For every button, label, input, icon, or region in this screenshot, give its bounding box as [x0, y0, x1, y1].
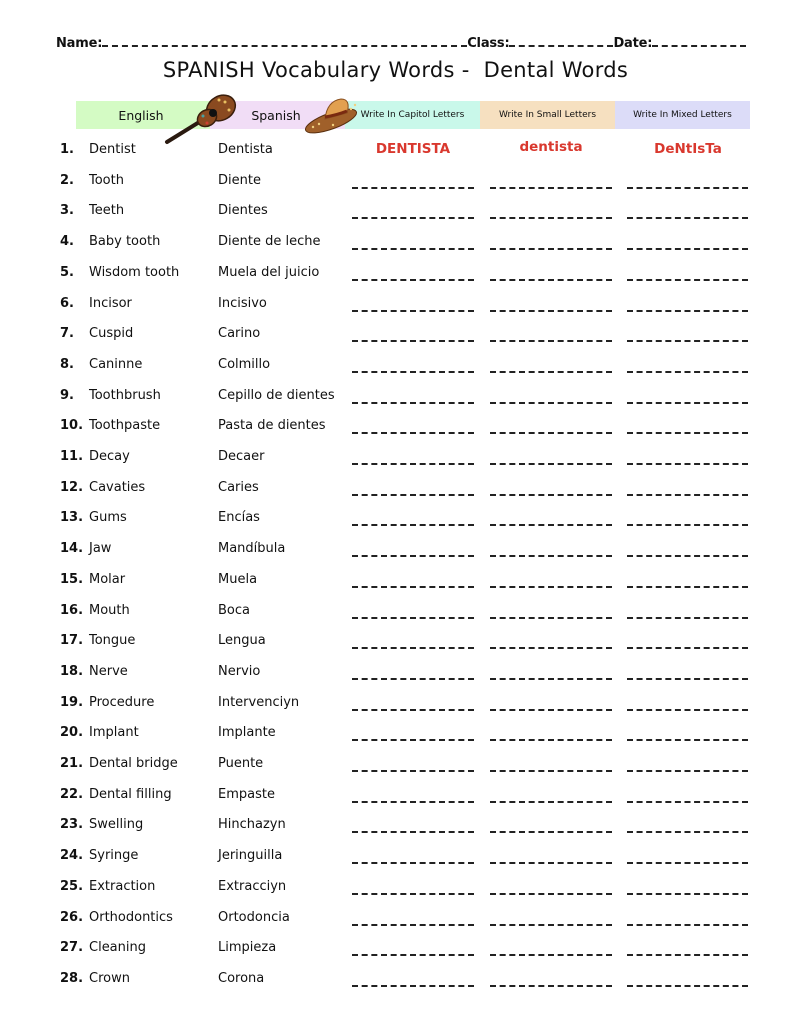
english-word: Decay [89, 449, 130, 464]
spanish-word: Muela del juicio [218, 264, 320, 280]
vocab-row [0, 510, 791, 540]
vocab-row [0, 541, 791, 571]
vocab-row [0, 480, 791, 510]
english-word: Toothpaste [89, 418, 161, 434]
english-word: Implant [89, 725, 139, 741]
item-number: 15. [60, 571, 84, 587]
column-header-english-label: English [118, 107, 164, 123]
column-header-capital [345, 101, 480, 129]
item-number: 25. [60, 878, 84, 894]
vocab-row [0, 725, 791, 755]
mixed-letters-blank[interactable] [627, 187, 748, 189]
english-word: Cuspid [89, 326, 134, 342]
column-header-mixed-label: Write In Mixed Letters [633, 110, 732, 120]
capital-letters-blank[interactable] [352, 893, 474, 895]
mixed-letters-blank[interactable] [627, 647, 748, 649]
vocab-row [0, 940, 791, 970]
spanish-word: Mandíbula [218, 541, 286, 557]
english-word: Dental filling [89, 786, 172, 802]
vocab-row [0, 572, 791, 602]
capital-letters-blank[interactable] [352, 279, 474, 281]
mixed-letters-blank[interactable] [627, 432, 748, 434]
spanish-word: Empaste [218, 786, 275, 802]
item-number: 9. [60, 387, 74, 403]
mixed-letters-blank[interactable] [627, 954, 748, 956]
capital-letters-blank[interactable] [352, 985, 474, 987]
english-word: Molar [89, 571, 126, 587]
small-letters-blank[interactable] [490, 524, 612, 526]
small-letters-blank[interactable] [490, 709, 612, 711]
vocab-row [0, 388, 791, 418]
vocab-row [0, 296, 791, 326]
date-field[interactable] [652, 33, 746, 47]
item-number: 16. [60, 602, 84, 618]
mixed-letters-blank[interactable] [627, 801, 748, 803]
english-word: Nerve [89, 663, 128, 679]
small-letters-blank[interactable] [490, 310, 612, 312]
class-field[interactable] [509, 33, 613, 47]
item-number: 26. [60, 909, 84, 925]
english-word: Wisdom tooth [89, 264, 180, 280]
english-word: Teeth [89, 203, 125, 219]
small-letters-blank[interactable] [490, 340, 612, 342]
spanish-word: Nervio [218, 663, 261, 679]
example-mixed: DeNtIsTa [654, 141, 722, 157]
capital-letters-blank[interactable] [352, 494, 474, 496]
capital-letters-blank[interactable] [352, 862, 474, 864]
item-number: 7. [60, 326, 74, 342]
capital-letters-blank[interactable] [352, 647, 474, 649]
spanish-word: Corona [218, 970, 265, 986]
class-label: Class: [467, 36, 510, 51]
mixed-letters-blank[interactable] [627, 463, 748, 465]
capital-letters-blank[interactable] [352, 187, 474, 189]
english-word: Cleaning [89, 940, 146, 956]
capital-letters-blank[interactable] [352, 770, 474, 772]
english-word: Orthodontics [89, 909, 173, 925]
spanish-word: Hinchazyn [218, 817, 286, 833]
mixed-letters-blank[interactable] [627, 310, 748, 312]
mixed-letters-blank[interactable] [627, 371, 748, 373]
mixed-letters-blank[interactable] [627, 924, 748, 926]
small-letters-blank[interactable] [490, 954, 612, 956]
vocab-row [0, 603, 791, 633]
capital-letters-blank[interactable] [352, 954, 474, 956]
page-title [0, 58, 791, 82]
mixed-letters-blank[interactable] [627, 494, 748, 496]
small-letters-blank[interactable] [490, 371, 612, 373]
item-number: 6. [60, 295, 74, 311]
english-word: Dental bridge [89, 756, 178, 771]
vocab-row [0, 971, 791, 1001]
item-number: 1. [60, 142, 74, 157]
vocab-row [0, 848, 791, 878]
mixed-letters-blank[interactable] [627, 402, 748, 404]
vocab-row [0, 357, 791, 387]
item-number: 5. [60, 264, 74, 280]
vocab-row [0, 787, 791, 817]
small-letters-blank[interactable] [490, 739, 612, 741]
english-word: Mouth [89, 602, 130, 618]
mixed-letters-blank[interactable] [627, 279, 748, 281]
spanish-word: Puente [218, 756, 264, 771]
capital-letters-blank[interactable] [352, 586, 474, 588]
small-letters-blank[interactable] [490, 801, 612, 803]
title-topic: Dental Words [483, 58, 629, 82]
small-letters-blank[interactable] [490, 463, 612, 465]
vocab-row [0, 879, 791, 909]
spanish-word: Encías [218, 510, 260, 526]
small-letters-blank[interactable] [490, 893, 612, 895]
spanish-word: Caries [218, 479, 259, 495]
capital-letters-blank[interactable] [352, 248, 474, 250]
english-word: Tongue [89, 633, 136, 649]
spanish-word: Jeringuilla [218, 848, 283, 864]
item-number: 10. [60, 418, 84, 434]
mixed-letters-blank[interactable] [627, 524, 748, 526]
vocab-row [0, 265, 791, 295]
vocab-row [0, 449, 791, 479]
item-number: 23. [60, 817, 84, 833]
mixed-letters-blank[interactable] [627, 709, 748, 711]
capital-letters-blank[interactable] [352, 924, 474, 926]
example-capital: DENTISTA [375, 141, 451, 157]
name-label: Name: [56, 36, 103, 51]
date-label: Date: [613, 36, 653, 51]
item-number: 8. [60, 356, 74, 372]
item-number: 28. [60, 970, 84, 986]
item-number: 21. [60, 756, 84, 771]
spanish-word: Intervenciyn [218, 694, 300, 710]
vocab-row [0, 756, 791, 786]
mixed-letters-blank[interactable] [627, 770, 748, 772]
column-header-small [480, 101, 615, 129]
english-word: Procedure [89, 694, 155, 710]
mixed-letters-blank[interactable] [627, 739, 748, 741]
capital-letters-blank[interactable] [352, 371, 474, 373]
english-word: Jaw [89, 541, 112, 557]
capital-letters-blank[interactable] [352, 739, 474, 741]
vocab-row [0, 633, 791, 663]
english-word: Swelling [89, 817, 144, 833]
item-number: 20. [60, 725, 84, 741]
spanish-word: Incisivo [218, 295, 267, 311]
english-word: Syringe [89, 848, 139, 864]
spanish-word: Colmillo [218, 356, 271, 372]
spanish-word: Boca [218, 602, 250, 618]
english-word: Tooth [89, 172, 124, 188]
english-word: Dentist [89, 142, 136, 157]
mixed-letters-blank[interactable] [627, 555, 748, 557]
item-number: 4. [60, 234, 74, 250]
spanish-word: Ortodoncia [218, 909, 290, 925]
small-letters-blank[interactable] [490, 432, 612, 434]
capital-letters-blank[interactable] [352, 831, 474, 833]
spanish-word: Dentista [218, 142, 273, 157]
item-number: 3. [60, 203, 74, 219]
vocab-row [0, 203, 791, 233]
english-word: Crown [89, 970, 130, 986]
mixed-letters-blank[interactable] [627, 586, 748, 588]
item-number: 22. [60, 786, 84, 802]
vocab-row [0, 173, 791, 203]
english-word: Cavaties [89, 479, 146, 495]
column-header-capital-label: Write In Capitol Letters [360, 110, 465, 120]
small-letters-blank[interactable] [490, 555, 612, 557]
small-letters-blank[interactable] [490, 985, 612, 987]
title-main: SPANISH Vocabulary Words - [162, 58, 470, 82]
capital-letters-blank[interactable] [352, 340, 474, 342]
small-letters-blank[interactable] [490, 187, 612, 189]
small-letters-blank[interactable] [490, 494, 612, 496]
item-number: 12. [60, 479, 84, 495]
item-number: 19. [60, 694, 84, 710]
vocab-row [0, 695, 791, 725]
vocab-row [0, 910, 791, 940]
vocab-row [0, 418, 791, 448]
spanish-word: Muela [218, 571, 258, 587]
vocab-row [0, 664, 791, 694]
vocab-row [0, 817, 791, 847]
capital-letters-blank[interactable] [352, 432, 474, 434]
vocab-row [0, 326, 791, 356]
english-word: Incisor [89, 295, 132, 311]
sombrero-icon [303, 93, 361, 135]
spanish-word: Pasta de dientes [218, 418, 326, 434]
spanish-word: Diente [218, 172, 261, 188]
mixed-letters-blank[interactable] [627, 217, 748, 219]
vocab-row [0, 139, 791, 172]
small-letters-blank[interactable] [490, 647, 612, 649]
spanish-word: Dientes [218, 203, 268, 219]
mixed-letters-blank[interactable] [627, 985, 748, 987]
capital-letters-blank[interactable] [352, 402, 474, 404]
capital-letters-blank[interactable] [352, 678, 474, 680]
item-number: 17. [60, 633, 84, 649]
column-header-small-label: Write In Small Letters [498, 110, 597, 120]
spanish-word: Lengua [218, 633, 266, 649]
capital-letters-blank[interactable] [352, 801, 474, 803]
spanish-word: Carino [218, 326, 261, 342]
capital-letters-blank[interactable] [352, 310, 474, 312]
student-info-line [56, 33, 748, 51]
capital-letters-blank[interactable] [352, 524, 474, 526]
mixed-letters-blank[interactable] [627, 678, 748, 680]
column-header-mixed [615, 101, 750, 129]
small-letters-blank[interactable] [490, 279, 612, 281]
item-number: 2. [60, 172, 74, 188]
small-letters-blank[interactable] [490, 831, 612, 833]
capital-letters-blank[interactable] [352, 617, 474, 619]
small-letters-blank[interactable] [490, 678, 612, 680]
capital-letters-blank[interactable] [352, 217, 474, 219]
small-letters-blank[interactable] [490, 770, 612, 772]
capital-letters-blank[interactable] [352, 709, 474, 711]
english-word: Gums [89, 510, 127, 526]
mixed-letters-blank[interactable] [627, 893, 748, 895]
english-word: Toothbrush [89, 387, 161, 403]
mixed-letters-blank[interactable] [627, 340, 748, 342]
item-number: 13. [60, 510, 84, 526]
item-number: 24. [60, 848, 84, 864]
item-number: 11. [60, 449, 84, 464]
mixed-letters-blank[interactable] [627, 831, 748, 833]
spanish-word: Decaer [218, 449, 265, 464]
guitar-icon [163, 92, 238, 148]
small-letters-blank[interactable] [490, 586, 612, 588]
spanish-word: Diente de leche [218, 234, 321, 250]
spanish-word: Cepillo de dientes [218, 387, 335, 403]
example-small: dentista [519, 139, 583, 155]
small-letters-blank[interactable] [490, 248, 612, 250]
english-word: Extraction [89, 878, 156, 894]
capital-letters-blank[interactable] [352, 555, 474, 557]
small-letters-blank[interactable] [490, 617, 612, 619]
item-number: 18. [60, 663, 84, 679]
spanish-word: Extracciyn [218, 878, 287, 894]
english-word: Baby tooth [89, 234, 161, 250]
vocab-row [0, 234, 791, 264]
item-number: 14. [60, 541, 84, 557]
english-word: Caninne [89, 356, 143, 372]
spanish-word: Limpieza [218, 940, 277, 956]
small-letters-blank[interactable] [490, 402, 612, 404]
column-header-spanish-label: Spanish [251, 107, 301, 123]
spanish-word: Implante [218, 725, 276, 741]
small-letters-blank[interactable] [490, 217, 612, 219]
mixed-letters-blank[interactable] [627, 862, 748, 864]
mixed-letters-blank[interactable] [627, 248, 748, 250]
mixed-letters-blank[interactable] [627, 617, 748, 619]
name-field[interactable] [102, 33, 467, 47]
small-letters-blank[interactable] [490, 924, 612, 926]
capital-letters-blank[interactable] [352, 463, 474, 465]
small-letters-blank[interactable] [490, 862, 612, 864]
item-number: 27. [60, 940, 84, 956]
